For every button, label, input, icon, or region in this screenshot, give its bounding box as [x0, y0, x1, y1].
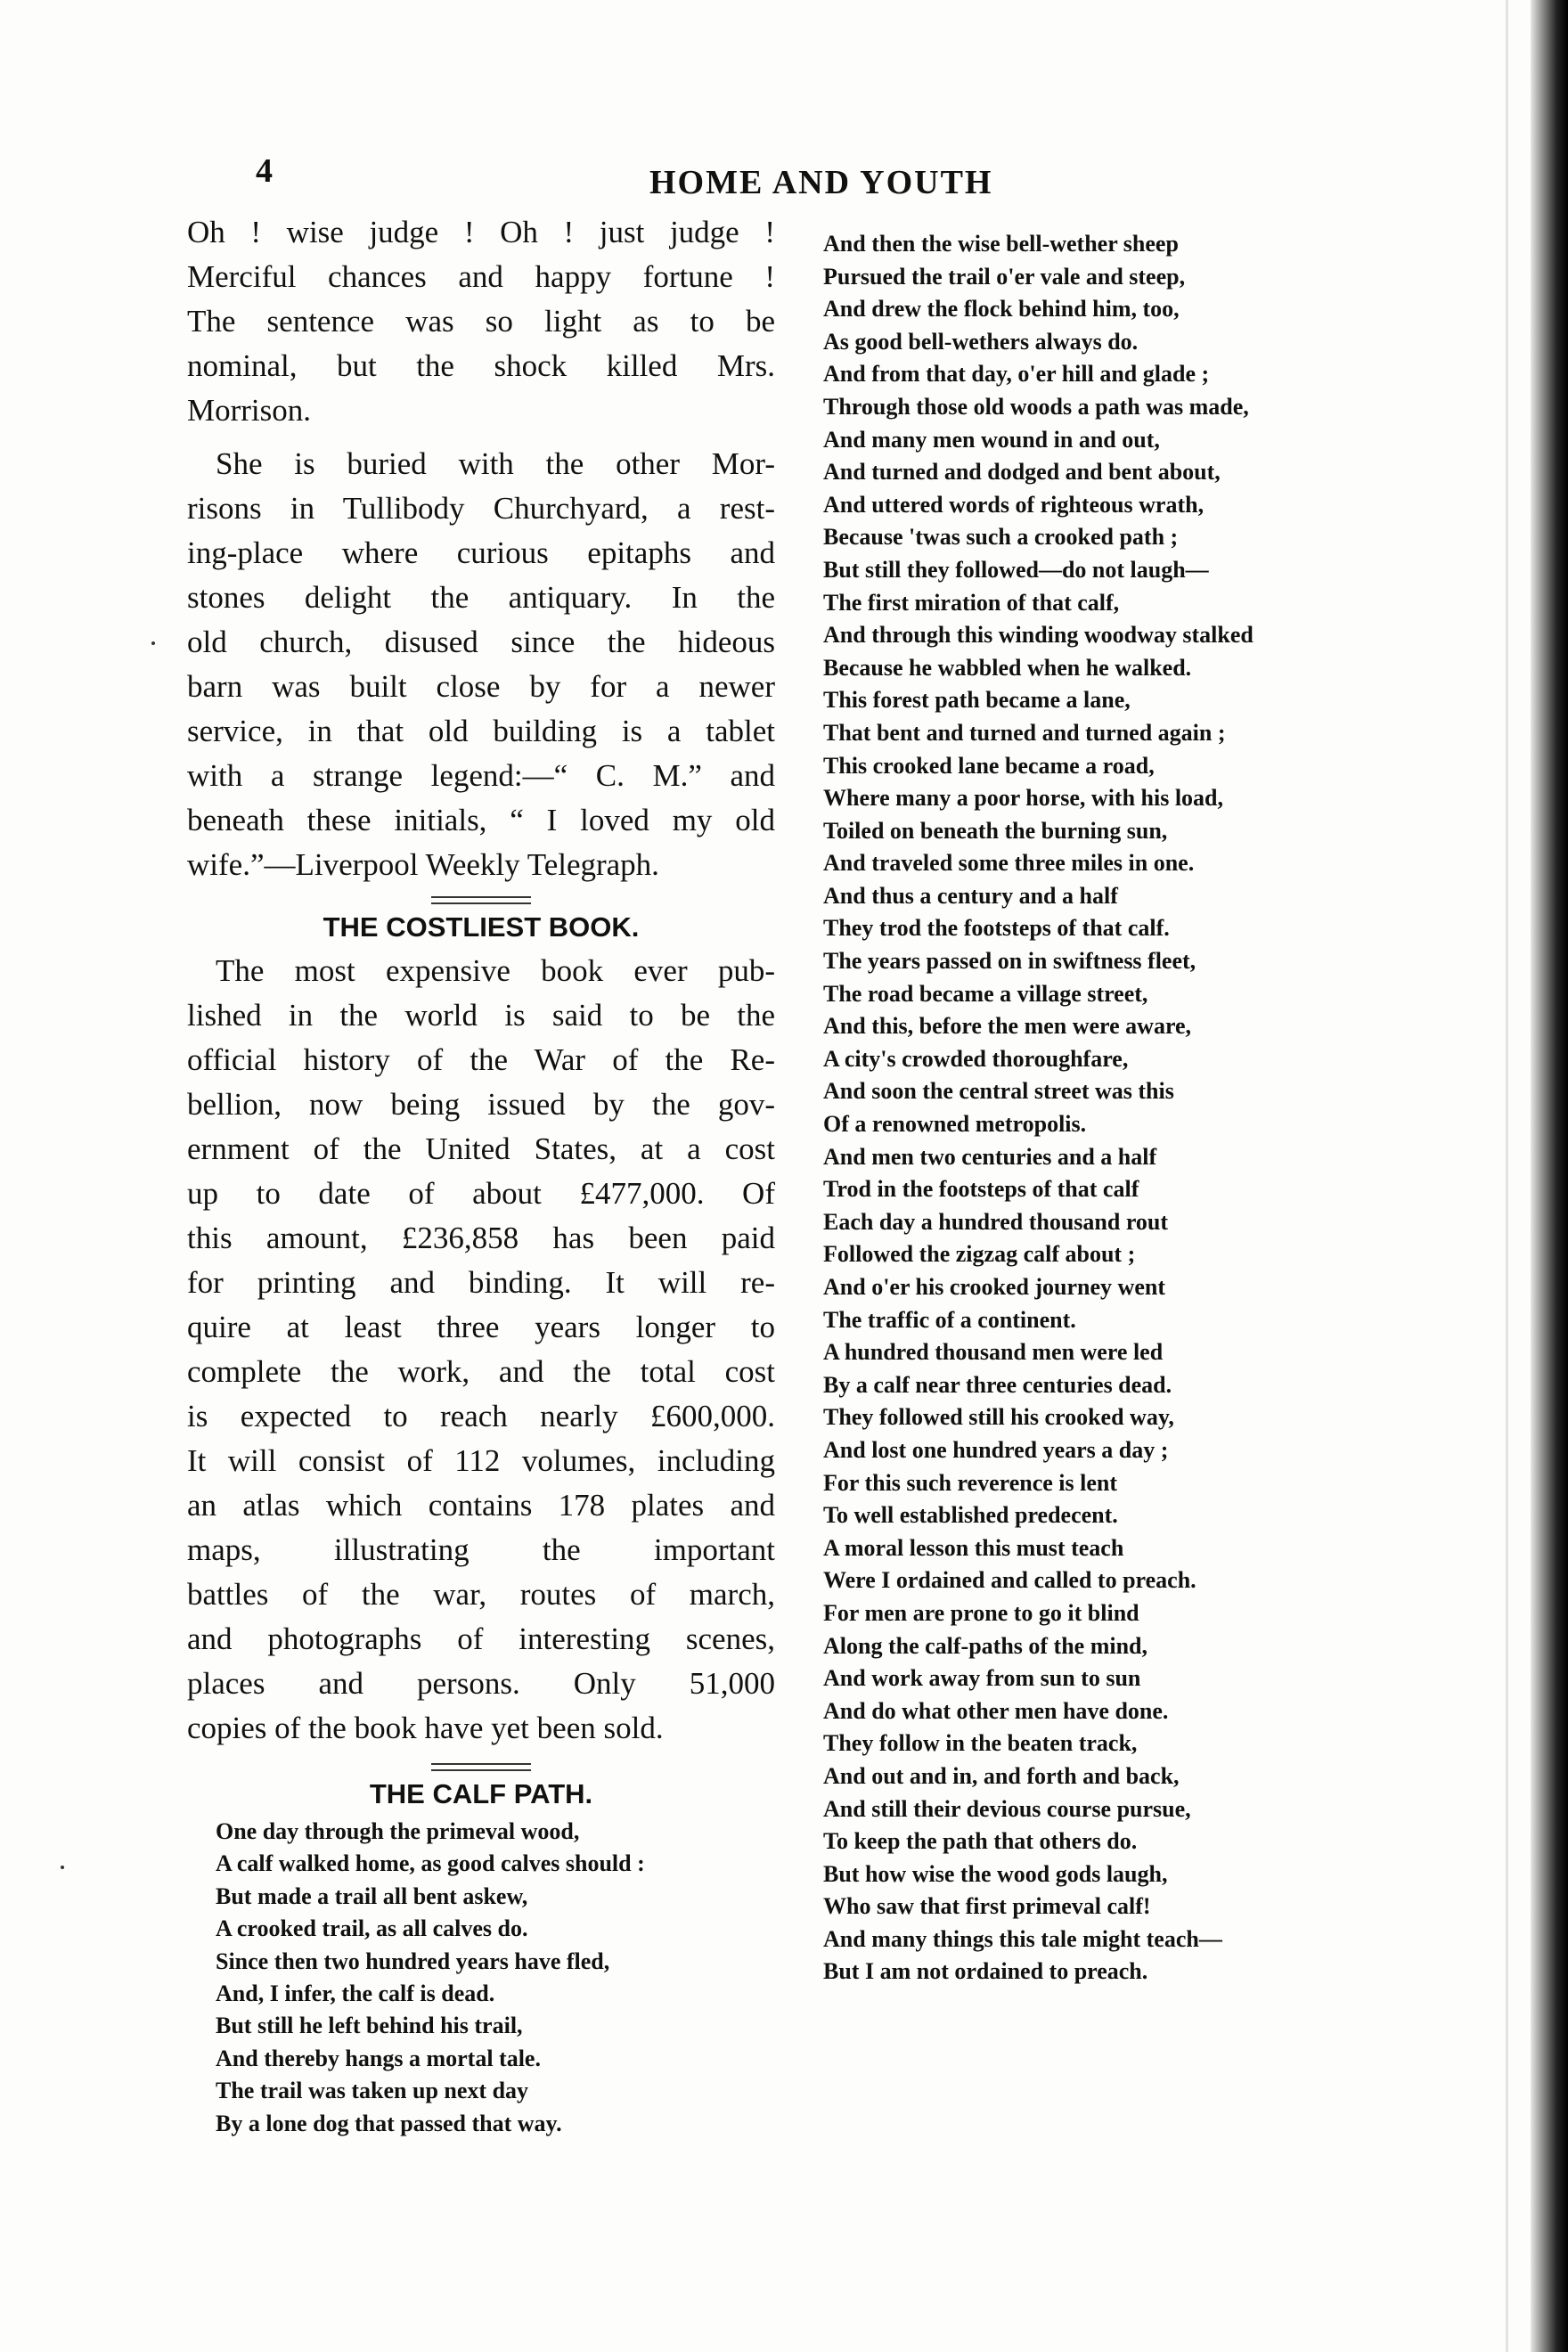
- poem-line: And this, before the men were aware,: [823, 1013, 1192, 1040]
- running-head: HOME AND YOUTH: [649, 164, 993, 201]
- poem-line: Along the calf-paths of the mind,: [823, 1632, 1148, 1659]
- article-title-costliest-book: THE COSTLIEST BOOK.: [323, 911, 640, 943]
- poem-line: Because 'twas such a crooked path ;: [823, 524, 1179, 551]
- poem-line: Of a renowned metropolis.: [823, 1111, 1087, 1138]
- poem-line: A calf walked home, as good calves should :: [216, 1850, 645, 1877]
- poem-line: For this such reverence is lent: [823, 1469, 1118, 1496]
- poem-line: Pursued the trail o'er vale and steep,: [823, 263, 1186, 290]
- poem-line: And many things this tale might teach—: [823, 1925, 1222, 1952]
- poem-line: And lost one hundred years a day ;: [823, 1436, 1169, 1463]
- text-line: an atlas which contains 178 plates and: [187, 1488, 775, 1523]
- text-line: bellion, now being issued by the gov-: [187, 1087, 775, 1122]
- poem-line: A city's crowded thoroughfare,: [823, 1045, 1129, 1072]
- poem-line: A moral lesson this must teach: [823, 1534, 1124, 1561]
- poem-line: One day through the primeval wood,: [216, 1818, 580, 1844]
- text-line: service, in that old building is a tablet: [187, 714, 775, 748]
- poem-line: And work away from sun to sun: [823, 1665, 1141, 1692]
- poem-line: A hundred thousand men were led: [823, 1339, 1164, 1366]
- poem-line: Followed the zigzag calf about ;: [823, 1241, 1136, 1268]
- text-line: The sentence was so light as to be: [187, 304, 775, 339]
- text-line: up to date of about £477,000. Of: [187, 1176, 775, 1211]
- paragraph-burial: [187, 442, 775, 887]
- poem-line: And o'er his crooked journey went: [823, 1274, 1165, 1300]
- poem-line: But still they followed—do not laugh—: [823, 556, 1209, 583]
- poem-line: But still he left behind his trail,: [216, 2013, 523, 2039]
- text-line: and photographs of interesting scenes,: [187, 1621, 775, 1656]
- poem-line: The traffic of a continent.: [823, 1306, 1076, 1333]
- poem-calf-path-part-1: [187, 1816, 775, 2140]
- text-line: She is buried with the other Mor-: [216, 446, 775, 481]
- poem-line: They followed still his crooked way,: [823, 1404, 1174, 1431]
- scan-speck: [151, 641, 155, 645]
- poem-line: Each day a hundred thousand rout: [823, 1208, 1169, 1235]
- poem-line: Since then two hundred years have fled,: [216, 1948, 610, 1974]
- poem-line: To well established predecent.: [823, 1502, 1118, 1529]
- text-line: is expected to reach nearly £600,000.: [187, 1399, 775, 1433]
- poem-line: The first miration of that calf,: [823, 589, 1120, 616]
- text-line: this amount, £236,858 has been paid: [187, 1221, 775, 1255]
- poem-line: They follow in the beaten track,: [823, 1730, 1138, 1757]
- section-divider: [431, 896, 531, 904]
- poem-line: Through those old woods a path was made,: [823, 393, 1249, 420]
- poem-line: By a lone dog that passed that way.: [216, 2110, 562, 2136]
- poem-line: Who saw that first primeval calf!: [823, 1893, 1151, 1920]
- poem-line: They trod the footsteps of that calf.: [823, 915, 1170, 942]
- poem-line: And still their devious course pursue,: [823, 1795, 1191, 1822]
- poem-line: Toiled on beneath the burning sun,: [823, 817, 1168, 844]
- text-line: complete the work, and the total cost: [187, 1354, 775, 1389]
- section-divider: [431, 1763, 531, 1771]
- poem-line: As good bell-wethers always do.: [823, 328, 1139, 355]
- poem-line: For men are prone to go it blind: [823, 1599, 1139, 1626]
- right-column: [823, 228, 1411, 1989]
- poem-line: The trail was taken up next day: [216, 2078, 529, 2104]
- text-line: old church, disused since the hideous: [187, 625, 775, 659]
- poem-line: But made a trail all bent askew,: [216, 1882, 528, 1909]
- poem-line: By a calf near three centuries dead.: [823, 1371, 1172, 1398]
- poem-line: But I am not ordained to preach.: [823, 1958, 1148, 1985]
- text-line: places and persons. Only 51,000: [187, 1666, 775, 1701]
- poem-line: To keep the path that others do.: [823, 1828, 1138, 1855]
- paragraph-verdict: [187, 210, 775, 433]
- poem-line: And then the wise bell-wether sheep: [823, 231, 1179, 257]
- poem-line: Because he wabbled when he walked.: [823, 654, 1192, 681]
- text-line: quire at least three years longer to: [187, 1310, 775, 1344]
- poem-line: And out and in, and forth and back,: [823, 1762, 1180, 1789]
- poem-line: And uttered words of righteous wrath,: [823, 491, 1205, 518]
- poem-line: Where many a poor horse, with his load,: [823, 785, 1224, 812]
- text-line: risons in Tullibody Churchyard, a rest-: [187, 491, 775, 526]
- poem-calf-path-part-2: [823, 228, 1411, 1989]
- page-number: 4: [256, 152, 273, 190]
- poem-line: This crooked lane became a road,: [823, 752, 1155, 779]
- text-line: It will consist of 112 volumes, including: [187, 1443, 775, 1478]
- poem-line: This forest path became a lane,: [823, 687, 1131, 714]
- text-line: Merciful chances and happy fortune !: [187, 259, 775, 294]
- poem-line: The years passed on in swiftness fleet,: [823, 948, 1196, 975]
- poem-line: And, I infer, the calf is dead.: [216, 1980, 495, 2007]
- text-line: beneath these initials, “ I loved my old: [187, 803, 775, 837]
- poem-line: And drew the flock behind him, too,: [823, 296, 1180, 323]
- text-line: lished in the world is said to be the: [187, 998, 775, 1033]
- poem-line: The road became a village street,: [823, 980, 1148, 1007]
- text-line: for printing and binding. It will re-: [187, 1265, 775, 1300]
- scan-speck: [61, 1866, 64, 1869]
- text-line: official history of the War of the Re-: [187, 1042, 775, 1077]
- poem-line: And soon the central street was this: [823, 1078, 1174, 1105]
- left-column: [187, 210, 775, 2140]
- text-line: barn was built close by for a newer: [187, 669, 775, 704]
- poem-line: And thus a century and a half: [823, 882, 1118, 909]
- poem-line: A crooked trail, as all calves do.: [216, 1915, 528, 1942]
- article-body-costliest-book: [187, 949, 775, 1751]
- poem-line: But how wise the wood gods laugh,: [823, 1860, 1168, 1887]
- text-line: with a strange legend:—“ C. M.” and: [187, 758, 775, 793]
- text-line: ernment of the United States, at a cost: [187, 1131, 775, 1166]
- poem-line: And traveled some three miles in one.: [823, 850, 1195, 877]
- text-line: maps, illustrating the important: [187, 1532, 775, 1567]
- text-line: stones delight the antiquary. In the: [187, 580, 775, 615]
- poem-line: And do what other men have done.: [823, 1697, 1169, 1724]
- poem-line: That bent and turned and turned again ;: [823, 719, 1226, 746]
- text-line: battles of the war, routes of march,: [187, 1577, 775, 1612]
- poem-line: And through this winding woodway stalked: [823, 622, 1254, 649]
- page-edge-line: [1506, 0, 1508, 2352]
- text-line: nominal, but the shock killed Mrs.: [187, 348, 775, 383]
- poem-line: And turned and dodged and bent about,: [823, 459, 1221, 486]
- poem-line: And thereby hangs a mortal tale.: [216, 2045, 541, 2071]
- article-title-calf-path: THE CALF PATH.: [369, 1778, 593, 1809]
- poem-line: Trod in the footsteps of that calf: [823, 1176, 1139, 1203]
- text-line: copies of the book have yet been sold.: [187, 1711, 664, 1745]
- poem-line: Were I ordained and called to preach.: [823, 1567, 1196, 1594]
- poem-line: And men two centuries and a half: [823, 1143, 1157, 1170]
- text-line: wife.”—Liverpool Weekly Telegraph.: [187, 847, 659, 882]
- text-line: ing-place where curious epitaphs and: [187, 535, 775, 570]
- scan-border: [1531, 0, 1568, 2352]
- text-line: The most expensive book ever pub-: [216, 953, 775, 988]
- poem-line: And many men wound in and out,: [823, 426, 1160, 453]
- poem-line: And from that day, o'er hill and glade ;: [823, 361, 1210, 388]
- text-line: Morrison.: [187, 393, 312, 428]
- text-line: Oh ! wise judge ! Oh ! just judge !: [187, 215, 775, 249]
